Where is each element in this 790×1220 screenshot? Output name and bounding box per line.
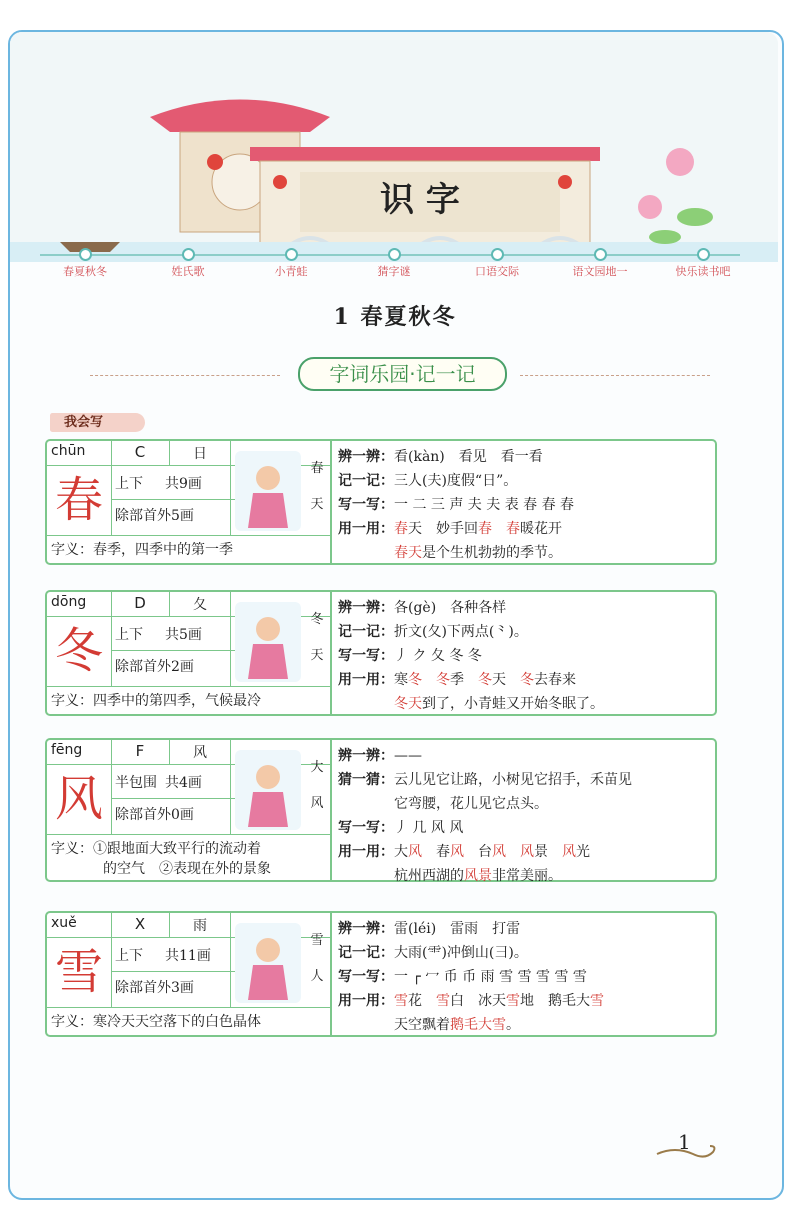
row-text-part: 风 [492,844,506,860]
radical: 雨 [193,918,207,934]
row-text-part: 天 [492,672,520,688]
row-text: 云儿见它让路，小树见它招手，禾苗见 [394,772,632,788]
stroke-count-sub: 除部首外5画 [115,508,194,524]
row-text-part: 雪 [506,993,520,1009]
exercise-list [338,917,709,1037]
stroke-count: 共5画 [165,627,202,643]
row-label: 记一记： [338,624,394,640]
row-text: 看(kàn) 看见 看一看 [394,449,543,465]
row-label: 写一写： [338,969,394,985]
row-text-part: 天 妙手回 [408,521,478,537]
meaning: 字义：春季，四季中的第一季 [51,542,233,558]
row-text-part: 春天 [394,545,422,561]
dot-icon [697,248,710,261]
row-text: —— [394,748,422,764]
pinyin: dōng [51,594,87,610]
row-text-part: 地 鹅毛大 [520,993,590,1009]
row-label: 用一用： [338,993,394,1009]
row-text-part: 冬 [436,672,450,688]
nav-item-chunxiaqiudong[interactable]: 春夏秋冬 [40,246,130,279]
banner-label: 字词乐园·记一记 [298,357,507,391]
nav-item-xingshige[interactable]: 姓氏歌 [143,246,233,279]
dot-icon [491,248,504,261]
pinyin: chūn [51,443,86,459]
capital-letter: C [134,443,146,461]
char-info [47,913,332,1035]
swirl-ornament [655,1142,725,1162]
structure: 上下 [115,476,143,492]
divider [90,375,280,376]
meaning: 字义：①跟地面大致平行的流动着 [51,841,261,857]
row-text-part: 去春来 [534,672,576,688]
exercise-row [338,692,709,716]
row-text: 一 ┌ 冖 币 币 雨 雪 雪 雪 雪 雪 [394,969,587,985]
radical: 风 [193,745,207,761]
stroke-count-sub: 除部首外2画 [115,659,194,675]
exercise-row [338,941,709,965]
pinyin: xuě [51,915,77,931]
stroke-count: 共4画 [165,775,202,791]
row-text-part: 大 [394,844,408,860]
capital-letter: F [135,742,145,760]
pinyin: fēng [51,742,83,758]
meaning: 字义：四季中的第四季，气候最冷 [51,693,261,709]
row-text-part: 景 [534,844,562,860]
structure: 上下 [115,948,143,964]
illustration-caption: 大风 [310,760,324,811]
row-text-part: 光 [576,844,590,860]
row-text-part: 是个生机勃勃的季节。 [422,545,562,561]
row-label: 用一用： [338,672,394,688]
exercise-row [338,644,709,668]
radical: 夂 [193,597,207,613]
exercise-row [338,668,709,692]
stroke-count-sub: 除部首外3画 [115,980,194,996]
dot-icon [594,248,607,261]
row-text-part: 春 [394,521,408,537]
exercise-row [338,744,709,768]
row-text-part: 鹅毛大雪 [450,1017,506,1033]
char-info [47,592,332,714]
row-text: 大雨(⻗)冲倒山(彐)。 [394,945,528,961]
structure: 上下 [115,627,143,643]
row-text-part: 天空飘着 [394,1017,450,1033]
dot-icon [182,248,195,261]
row-text: 雷(léi) 雷雨 打雷 [394,921,521,937]
radical: 日 [193,446,207,462]
illustration [233,742,303,834]
exercise-row [338,541,709,565]
row-text-part: 雪 [590,993,604,1009]
capital-letter: D [134,594,146,612]
row-text-part: 风 [408,844,422,860]
nav-item-yuwenyuandi[interactable]: 语文园地一 [555,246,645,279]
structure: 半包围 [115,775,157,791]
exercise-row [338,768,709,792]
row-text-part: 到了，小青蛙又开始冬眠了。 [422,696,604,712]
exercise-row [338,917,709,941]
row-label: 辨一辨： [338,921,394,937]
exercise-row [338,816,709,840]
row-text: 丿 几 风 风 [394,820,464,836]
nav-item-kouyujiaoji[interactable]: 口语交际 [452,246,542,279]
row-text-part: 季 [450,672,478,688]
row-text-part: 风 [520,844,534,860]
exercise-row [338,469,709,493]
row-label: 用一用： [338,521,394,537]
exercise-row [338,792,709,816]
char-card [45,590,717,716]
exercise-list [338,596,709,716]
row-label: 写一写： [338,497,394,513]
exercise-row [338,864,709,888]
illustration-caption: 雪人 [310,933,324,984]
chapter-header [10,32,778,262]
char-card [45,911,717,1037]
row-text-part: 冬 [408,672,422,688]
stroke-count: 共11画 [165,948,211,964]
dot-icon [285,248,298,261]
row-label: 写一写： [338,820,394,836]
row-text-part: 冬天 [394,696,422,712]
row-text-part: 雪 [394,993,408,1009]
hanzi: 风 [54,771,103,827]
row-text-part: 风景 [464,868,492,884]
exercise-list [338,445,709,565]
row-text-part: 暖花开 [520,521,562,537]
row-text-part: 春 [422,844,450,860]
meaning: 字义：寒冷天天空落下的白色晶体 [51,1014,261,1030]
row-text-part: 。 [506,1017,520,1033]
row-label: 记一记： [338,473,394,489]
section-tag: 我会写 [50,413,145,432]
dot-icon [79,248,92,261]
exercise-list [338,744,709,888]
divider [520,375,710,376]
row-text-part: 寒 [394,672,408,688]
row-text-part [492,521,506,537]
row-label: 用一用： [338,844,394,860]
exercise-row [338,965,709,989]
row-text-part: 雪 [436,993,450,1009]
lesson-title: 1 春夏秋冬 [333,304,457,330]
nav-item-caiziimi[interactable]: 猜字谜 [349,246,439,279]
pavilion-illustration [10,32,778,262]
dot-icon [388,248,401,261]
row-text: 丿 ク 夂 冬 冬 [394,648,482,664]
illustration-caption: 春天 [310,461,324,512]
char-card [45,738,717,882]
row-label: 辨一辨： [338,600,394,616]
row-text-part: 风 [450,844,464,860]
row-label: 猜一猜： [338,772,394,788]
section-banner [60,355,730,395]
nav-item-xiaoqingwa[interactable]: 小青蛙 [246,246,336,279]
chapter-title: 识 字 [380,180,460,220]
exercise-row [338,596,709,620]
row-label: 辨一辨： [338,449,394,465]
nav-item-kuailedushuba[interactable]: 快乐读书吧 [658,246,748,279]
row-text-part: 冬 [478,672,492,688]
row-text-part: 春 [478,521,492,537]
illustration [233,443,303,535]
illustration-caption: 冬天 [310,612,324,663]
exercise-row [338,620,709,644]
row-text-part: 花 [408,993,436,1009]
chapter-nav [40,246,740,286]
row-text: 三人(夫)度假“日”。 [394,473,518,489]
exercise-row [338,445,709,469]
hanzi: 雪 [54,944,103,1000]
char-info [47,740,332,880]
row-text-part: 白 冰天 [450,993,506,1009]
row-text: 折文(夂)下两点(⺀)。 [394,624,528,640]
row-label: 辨一辨： [338,748,394,764]
char-info [47,441,332,563]
row-text: 它弯腰，花儿见它点头。 [394,796,548,812]
char-card [45,439,717,565]
illustration [233,594,303,686]
page-number: 1 [678,1130,691,1154]
exercise-row [338,517,709,541]
capital-letter: X [134,915,146,933]
illustration [233,915,303,1007]
row-text-part: 台 [464,844,492,860]
row-text-part: 风 [562,844,576,860]
stroke-count: 共9画 [165,476,202,492]
stroke-count-sub: 除部首外0画 [115,807,194,823]
row-label: 记一记： [338,945,394,961]
exercise-row [338,493,709,517]
row-text-part: 非常美丽。 [492,868,562,884]
row-text-part: 冬 [520,672,534,688]
row-text-part [506,844,520,860]
row-text: 一 二 三 声 夫 夫 表 春 春 春 [394,497,575,513]
row-text-part [422,672,436,688]
row-text-part: 杭州西湖的 [394,868,464,884]
meaning-cont: 的空气 ②表现在外的景象 [103,861,271,877]
row-label: 写一写： [338,648,394,664]
exercise-row [338,1013,709,1037]
hanzi: 春 [54,472,103,528]
exercise-row [338,989,709,1013]
row-text: 各(gè) 各种各样 [394,600,507,616]
hanzi: 冬 [54,623,103,679]
row-text-part: 春 [506,521,520,537]
exercise-row [338,840,709,864]
